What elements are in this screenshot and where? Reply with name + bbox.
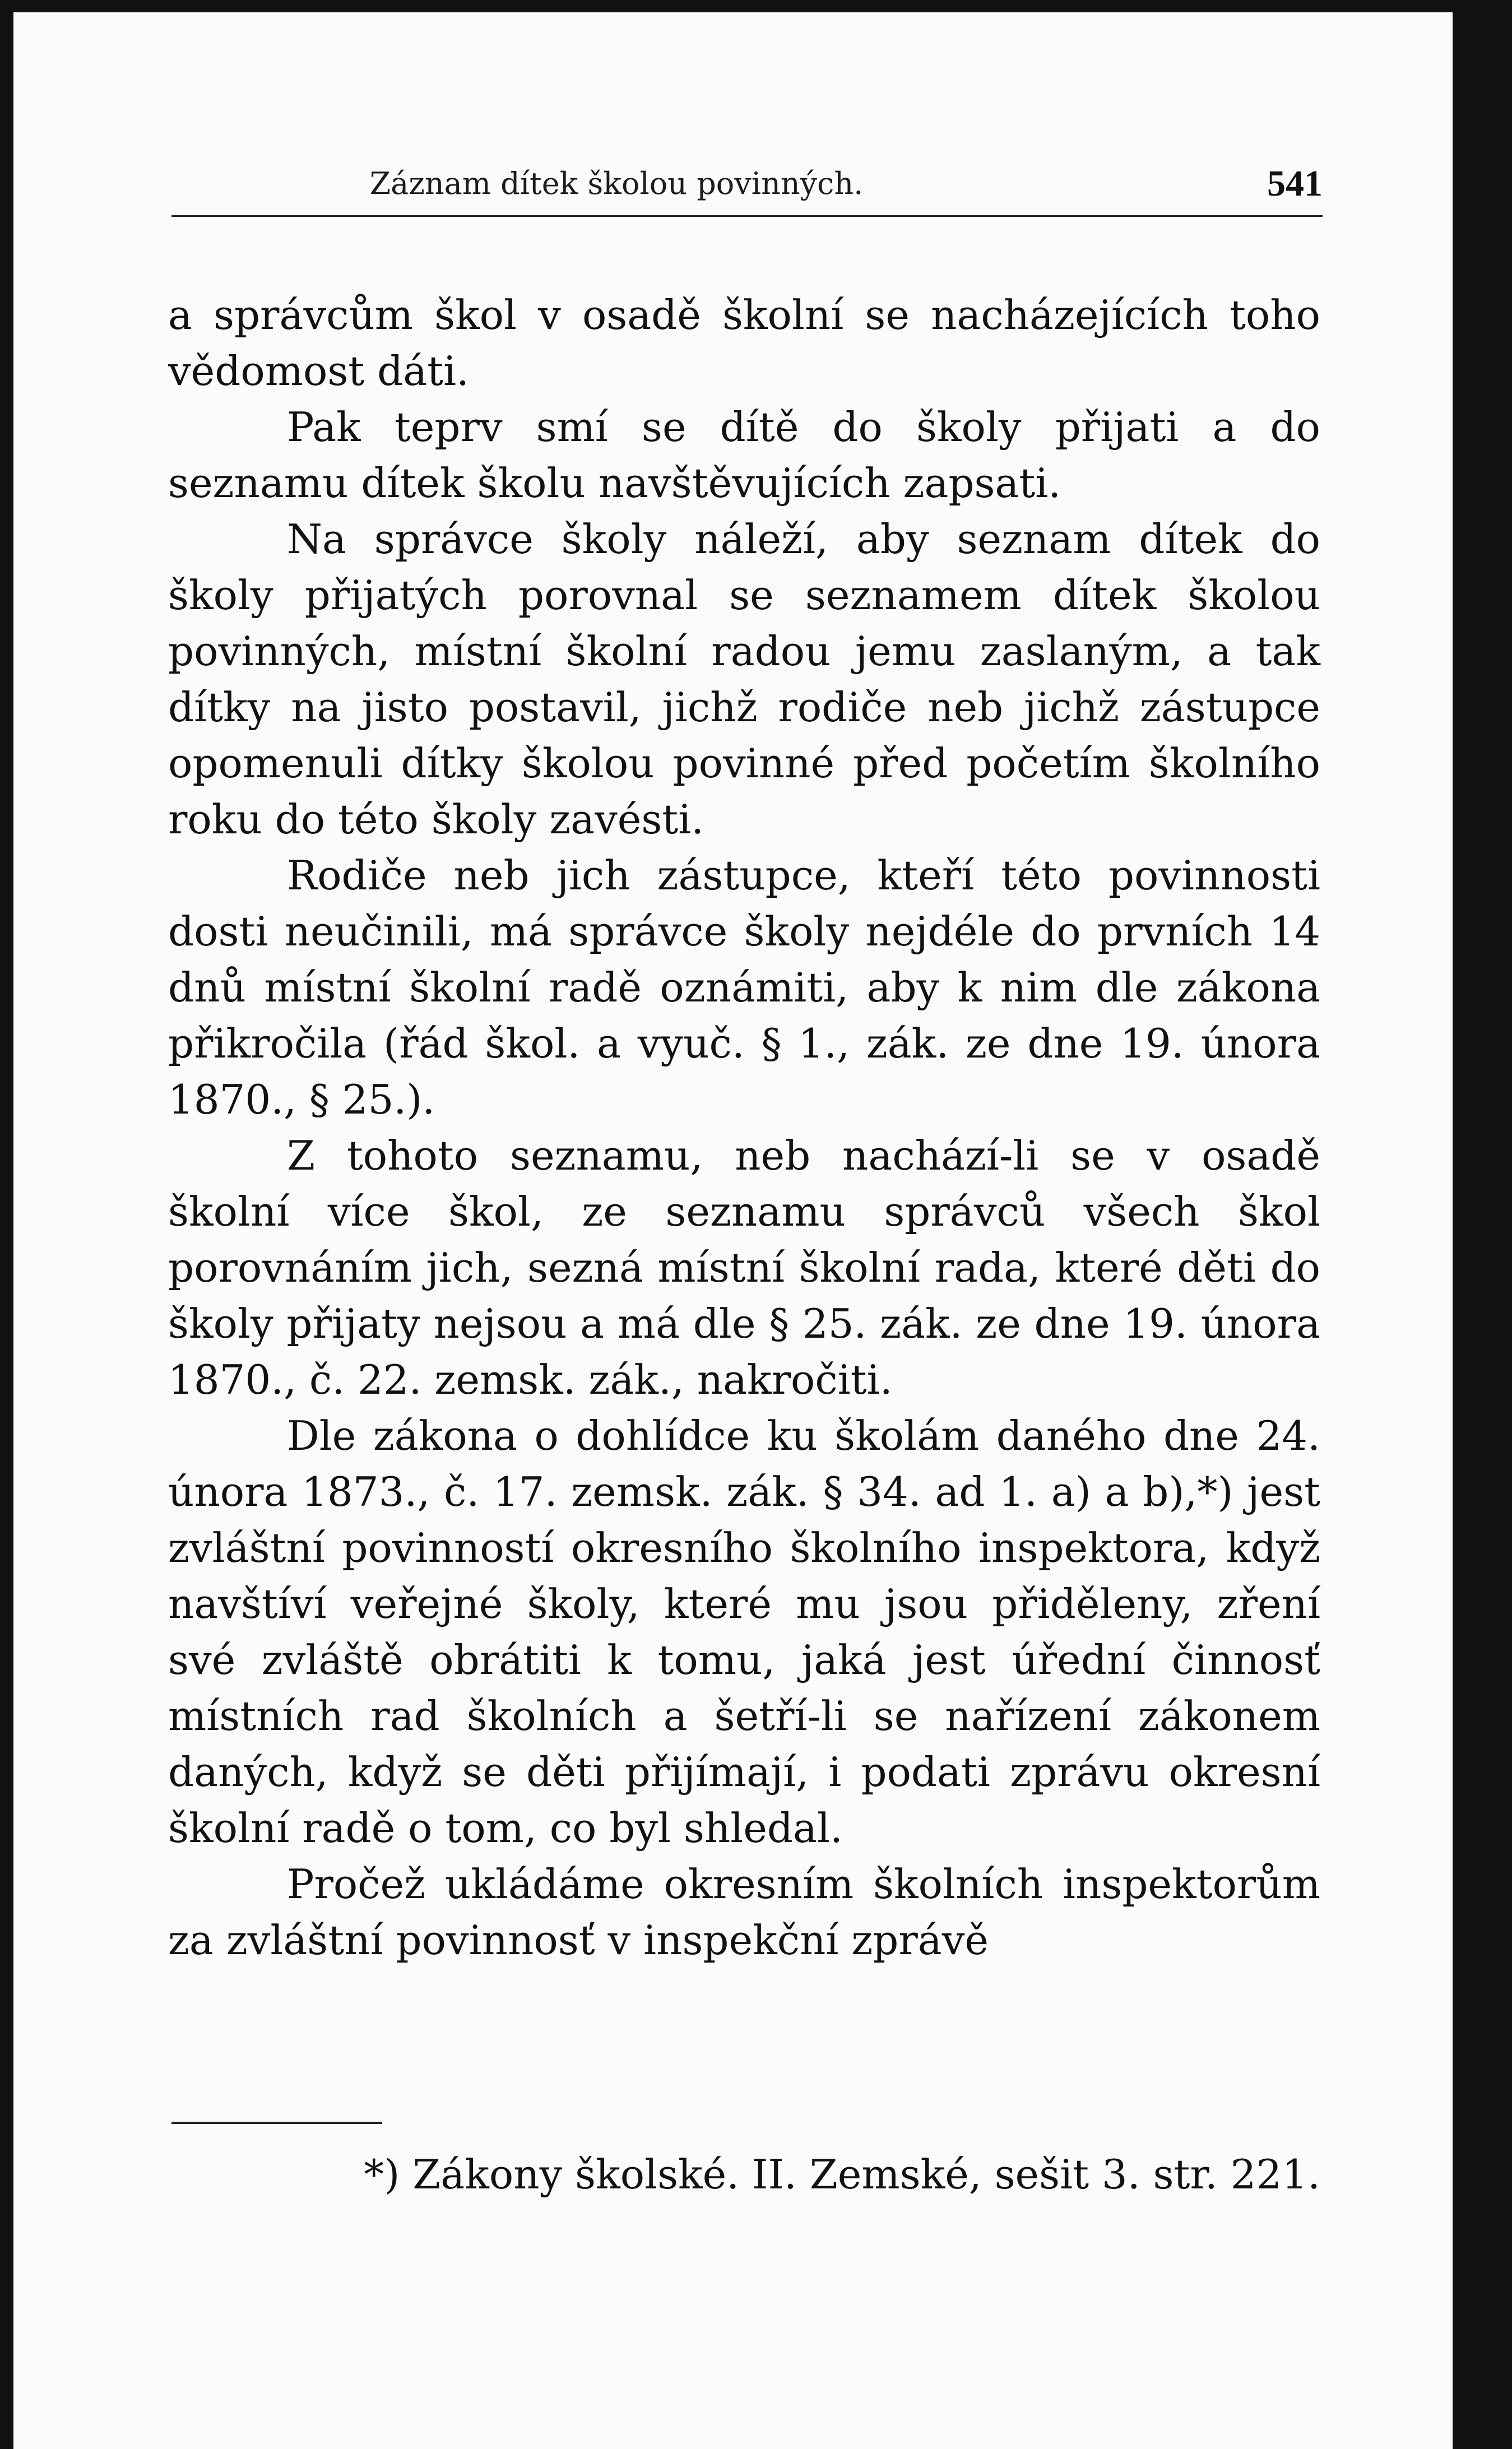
page-number: 541 xyxy=(1267,163,1323,204)
paragraph: Dle zákona o dohlídce ku školám daného dne 24. února 1873., č. 17. zemsk. zák. § 34. ad 1. a) a b),*) jest zvláštní povinností okresního školního inspektora, když navštíví veřejné školy, které mu jsou přiděleny, zření své zvláště obrátiti k tomu, jaká jest úřední činnosť místních rad školních a šetří-li se nařízení zákonem daných, když se děti přijímají, i podati zprávu okresní školní radě o tom, co byl shledal. xyxy=(168,1412,1320,1852)
scan-border-top xyxy=(0,0,1512,12)
scan-border-right xyxy=(1453,0,1512,2449)
paragraph: Na správce školy náleží, aby seznam dítek do školy přijatých porovnal se seznamem dítek školou povinných, místní školní radou jemu zaslaným, a tak dítky na jisto postavil, jichž rodiče neb jichž zástupce opomenuli dítky školou povinné před početím školního roku do této školy zavésti. xyxy=(168,516,1320,843)
header-rule xyxy=(171,215,1323,217)
footnote: *) Zákony školské. II. Zemské, sešit 3. str. 221. xyxy=(364,2151,1320,2198)
scan-border-left xyxy=(0,0,13,2449)
paragraph: Rodiče neb jich zástupce, kteří této povinnosti dosti neučinili, má správce školy nejdéle do prvních 14 dnů místní školní radě oznámiti, aby k nim dle zákona přikročila (řád škol. a vyuč. § 1., zák. ze dne 19. února 1870., § 25.). xyxy=(168,852,1320,1123)
body-text xyxy=(168,287,1320,2103)
paragraph: a správcům škol v osadě školní se nacházejících toho vědomost dáti. xyxy=(168,291,1320,395)
paragraph: Z tohoto seznamu, neb nachází-li se v osadě školní více škol, ze seznamu správců všech škol porovnáním jich, sezná místní školní rada, které děti do školy přijaty nejsou a má dle § 25. zák. ze dne 19. února 1870., č. 22. zemsk. zák., nakročiti. xyxy=(168,1132,1320,1403)
paragraph: Pročež ukládáme okresním školních inspektorům za zvláštní povinnosť v inspekční zprávě xyxy=(168,1861,1320,1964)
footnote-rule xyxy=(171,2122,382,2124)
paragraph: Pak teprv smí se dítě do školy přijati a do seznamu dítek školu navštěvujících zapsati. xyxy=(168,403,1320,507)
running-header-title: Záznam dítek školou povinných. xyxy=(369,166,864,201)
